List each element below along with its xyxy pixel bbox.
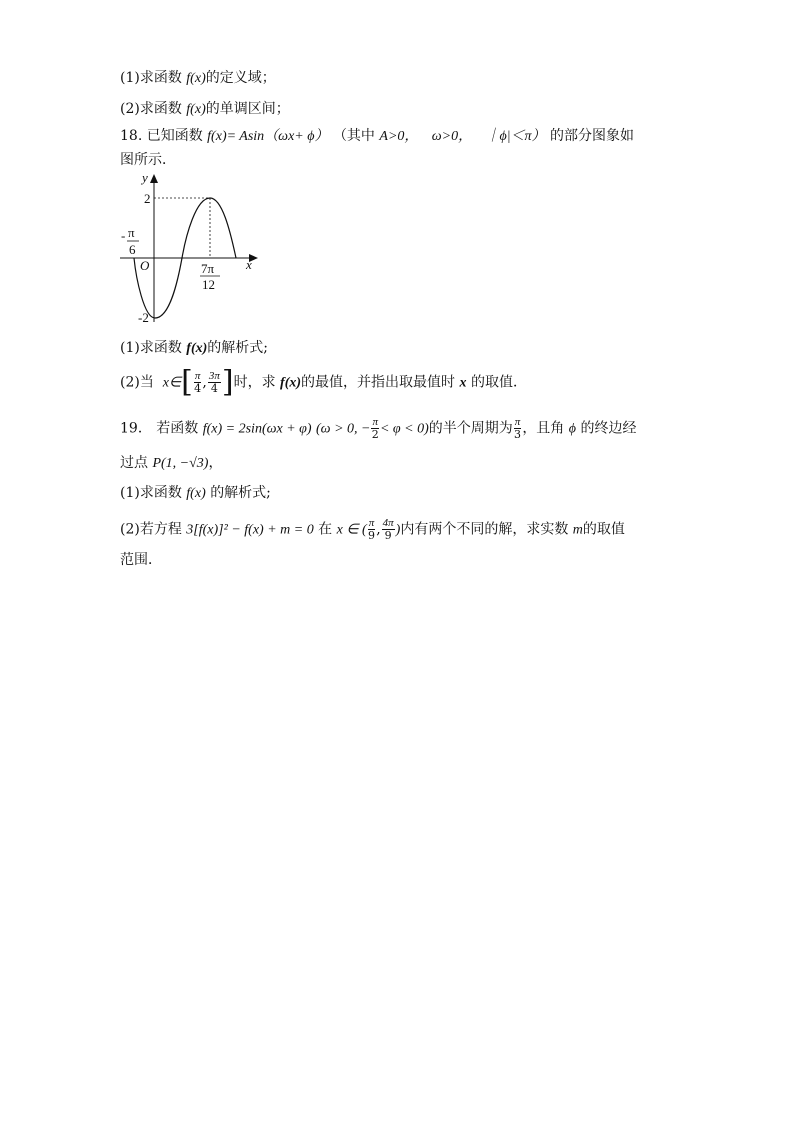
q18-stem-cont: 图所示． <box>120 152 176 168</box>
q19-formula: f(x) = 2sin(ωx + φ) <box>202 421 312 437</box>
question-number: 18. <box>120 128 143 144</box>
q19-part2-cont: 范围． <box>120 552 162 568</box>
point-p: P(1, −√3) <box>152 456 209 471</box>
fraction-3pi-4: $\frac{3\pi}{4}$ <box>208 370 220 395</box>
q19-stem-cont: 过点 P(1, −√3)， <box>120 455 223 471</box>
q19-part1: (1)求函数 f(x) 的解析式; <box>120 485 271 501</box>
fraction-pi-3: $\frac{\pi}{3}$ <box>514 416 522 441</box>
function-fx: f(x) <box>186 71 206 86</box>
function-fx: f(x) <box>186 102 206 117</box>
left-bracket: [ <box>181 364 193 400</box>
y-axis-label: y <box>142 170 148 185</box>
q18-stem: 18. 已知函数 f(x)= Asin（ωx+ ϕ） （其中 A>0， ω>0， ｜ϕ|＜π） 的部分图象如 <box>120 128 635 144</box>
y-min-label: -2 <box>138 310 149 325</box>
tick-left-den: 6 <box>129 242 136 257</box>
q18-part2: (2)当 x∈[ $\frac{\pi}{4}$ , $\frac{3\pi}{4}$ ]时，求 f(x)的最值，并指出取最值时 x 的取值． <box>120 364 527 400</box>
x-axis-label: x <box>246 257 252 272</box>
tick-right-num: 7π <box>201 261 215 276</box>
y-max-label: 2 <box>144 191 151 206</box>
fraction-pi-4: $\frac{\pi}{4}$ <box>194 370 202 395</box>
q19-part2: (2)若方程 3[f(x)]² − f(x) + m = 0 在 x ∈ ( $\frac{\pi}{9}$ , $\frac{4\pi}{9}$ )内有两个不同的解，求实数 m的取值 <box>120 517 625 542</box>
q18-part1: (1)求函数 f(x)的解析式; <box>120 340 269 356</box>
q19-equation: 3[f(x)]² − f(x) + m = 0 <box>186 522 314 538</box>
q18-formula: f(x)= Asin（ωx+ ϕ） <box>207 129 329 144</box>
function-fx: f(x) <box>186 341 208 356</box>
fraction-4pi-9: $\frac{4\pi}{9}$ <box>382 517 394 542</box>
q17-part2: (2)求函数 f(x)的单调区间； <box>120 101 290 117</box>
right-bracket: ] <box>221 364 234 400</box>
function-fx: f(x) <box>186 486 206 501</box>
tick-left-sign: - <box>121 228 126 243</box>
q19-stem: 19． 若函数 f(x) = 2sin(ωx + φ) (ω > 0, − $\frac{\pi}{2}$ < φ < 0)的半个周期为 $\frac{\pi}{3}$ ，且角 ϕ 的终边经 <box>120 416 637 441</box>
q17-part1: (1)求函数 f(x)的定义域； <box>120 70 276 86</box>
y-axis-arrow-icon <box>150 174 158 183</box>
tick-left-num: π <box>128 225 135 240</box>
question-number: 19． <box>120 420 152 437</box>
sine-graph <box>118 170 268 330</box>
tick-right-den: 12 <box>202 277 215 292</box>
fraction-pi-9: $\frac{\pi}{9}$ <box>367 517 375 542</box>
fraction-pi-2: $\frac{\pi}{2}$ <box>371 416 379 441</box>
origin-label: O <box>140 258 150 273</box>
